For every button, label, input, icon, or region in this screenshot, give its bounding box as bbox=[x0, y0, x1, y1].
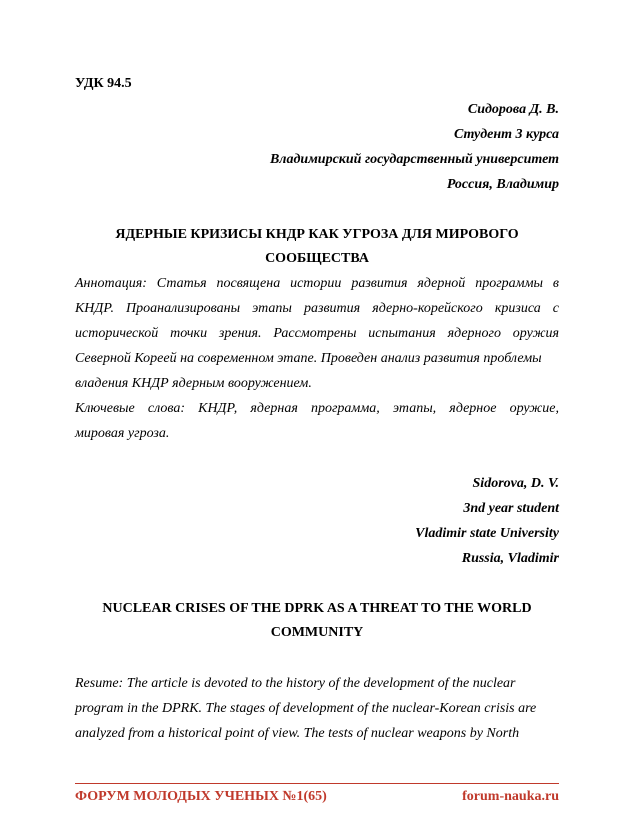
footer-journal: ФОРУМ МОЛОДЫХ УЧЕНЫХ №1(65) bbox=[75, 789, 327, 804]
title-ru-line: СООБЩЕСТВА bbox=[265, 251, 369, 266]
author-affiliation-en: Vladimir state University bbox=[415, 526, 559, 541]
udk-code: УДК 94.5 bbox=[75, 76, 132, 91]
author-name-en: Sidorova, D. V. bbox=[472, 476, 559, 491]
footer-site-link[interactable]: forum-nauka.ru bbox=[462, 789, 559, 804]
keywords-ru-line: Ключевые слова: КНДР, ядерная программа, этапы, ядерное оружие, bbox=[75, 401, 559, 416]
abstract-en-line: analyzed from a historical point of view. The tests of nuclear weapons by North bbox=[75, 726, 520, 741]
title-ru-line: ЯДЕРНЫЕ КРИЗИСЫ КНДР КАК УГРОЗА ДЛЯ МИРОВОГО bbox=[115, 227, 519, 242]
author-affiliation-ru: Владимирский государственный университет bbox=[269, 152, 559, 167]
abstract-ru-line: Северной Кореей на современном этапе. Проведен анализ развития проблемы bbox=[75, 351, 542, 366]
footer-divider bbox=[75, 783, 559, 784]
keywords-ru-line: мировая угроза. bbox=[75, 426, 170, 441]
author-status-en: 3nd year student bbox=[463, 501, 559, 516]
abstract-ru-line: Аннотация: Статья посвящена истории развития ядерной программы в bbox=[75, 276, 559, 291]
title-en-line: NUCLEAR CRISES OF THE DPRK AS A THREAT TO THE WORLD bbox=[102, 601, 532, 616]
abstract-ru-line: владения КНДР ядерным вооружением. bbox=[75, 376, 312, 391]
author-name-ru: Сидорова Д. В. bbox=[467, 102, 559, 117]
title-en-line: COMMUNITY bbox=[270, 625, 364, 640]
author-location-en: Russia, Vladimir bbox=[461, 551, 559, 566]
abstract-ru-line: КНДР. Проанализированы этапы развития ядерно-корейского кризиса с bbox=[75, 301, 559, 316]
abstract-en-line: program in the DPRK. The stages of development of the nuclear-Korean crisis are bbox=[75, 701, 537, 716]
abstract-ru-line: исторической точки зрения. Рассмотрены испытания ядерного оружия bbox=[75, 326, 559, 341]
abstract-en-line: Resume: The article is devoted to the history of the development of the nuclear bbox=[75, 676, 516, 691]
author-location-ru: Россия, Владимир bbox=[446, 177, 559, 192]
author-status-ru: Студент 3 курса bbox=[453, 127, 559, 142]
